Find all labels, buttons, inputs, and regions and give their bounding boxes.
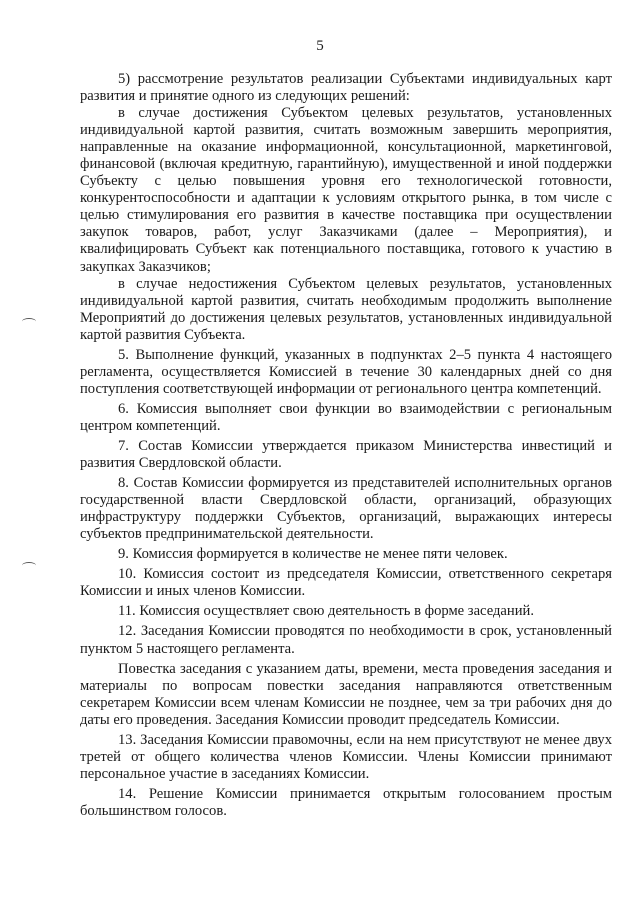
- page-number: 5: [316, 38, 324, 54]
- paragraph: 7. Состав Комиссии утверждается приказом Министерства инвестиций и развития Свердловской области.: [80, 437, 612, 472]
- paragraph: 10. Комиссия состоит из председателя Комиссии, ответственного секретаря Комиссии и иных членов Комиссии.: [80, 566, 612, 600]
- paragraph: в случае достижения Субъектом целевых результатов, установленных индивидуальной картой развития, считать возможным завершить мероприятия, направленные на оказание информационной, консультационной, маркетинговой, финансовой (включая кредитную, гарантийную), имущественной и иной поддержки Субъекту с целью повышения уровня его технологической готовности, конкурентоспособности и адаптации к условиям открытого рынка, в том числе с целью стимулирования его развития в качестве поставщика при осуществлении закупок товаров, работ, услуг Заказчиками (далее – Мероприятия), и квалифицировать Субъект как потенциального поставщика, готового к участию в закупках Заказчиков;: [80, 105, 612, 275]
- scan-mark: [22, 562, 36, 569]
- paragraph: 8. Состав Комиссии формируется из представителей исполнительных органов государственной власти Свердловской области, организаций, образующих инфраструктуру поддержки Субъектов, организаций, выражающих интересы субъектов предпринимательской деятельности.: [80, 475, 612, 543]
- paragraph: 14. Решение Комиссии принимается открытым голосованием простым большинством голосов.: [80, 785, 612, 819]
- paragraph: 6. Комиссия выполняет свои функции во взаимодействии с региональным центром компетенций.: [80, 400, 612, 434]
- paragraph: Повестка заседания с указанием даты, времени, места проведения заседания и материалы по вопросам повестки заседания направляются ответственным секретарем Комиссии всем членам Комиссии не позднее, чем за три рабочих дня до даты его проведения. Заседания Комиссии проводит председатель Комиссии.: [80, 660, 612, 728]
- paragraph: 11. Комиссия осуществляет свою деятельность в форме заседаний.: [118, 603, 534, 620]
- paragraph: 5) рассмотрение результатов реализации Субъектами индивидуальных карт развития и принятие одного из следующих решений:: [80, 71, 612, 105]
- paragraph: в случае недостижения Субъектом целевых результатов, установленных индивидуальной картой развития, считать необходимым продолжить выполнение Мероприятий до достижения целевых результатов, установленных индивидуальной картой развития Субъекта.: [80, 275, 612, 343]
- scan-mark: [22, 318, 36, 325]
- paragraph: 9. Комиссия формируется в количестве не менее пяти человек.: [118, 546, 508, 563]
- paragraph: 13. Заседания Комиссии правомочны, если на нем присутствуют не менее двух третей от общего количества членов Комиссии. Члены Комиссии принимают персональное участие в заседаниях Комиссии.: [80, 731, 612, 782]
- paragraph: 5. Выполнение функций, указанных в подпунктах 2–5 пункта 4 настоящего регламента, осуществляется Комиссией в течение 30 календарных дней со дня поступления соответствующей информации от регионального центра компетенций.: [80, 346, 612, 397]
- paragraph: 12. Заседания Комиссии проводятся по необходимости в срок, установленный пунктом 5 настоящего регламента.: [80, 623, 612, 657]
- document-body: [80, 71, 612, 820]
